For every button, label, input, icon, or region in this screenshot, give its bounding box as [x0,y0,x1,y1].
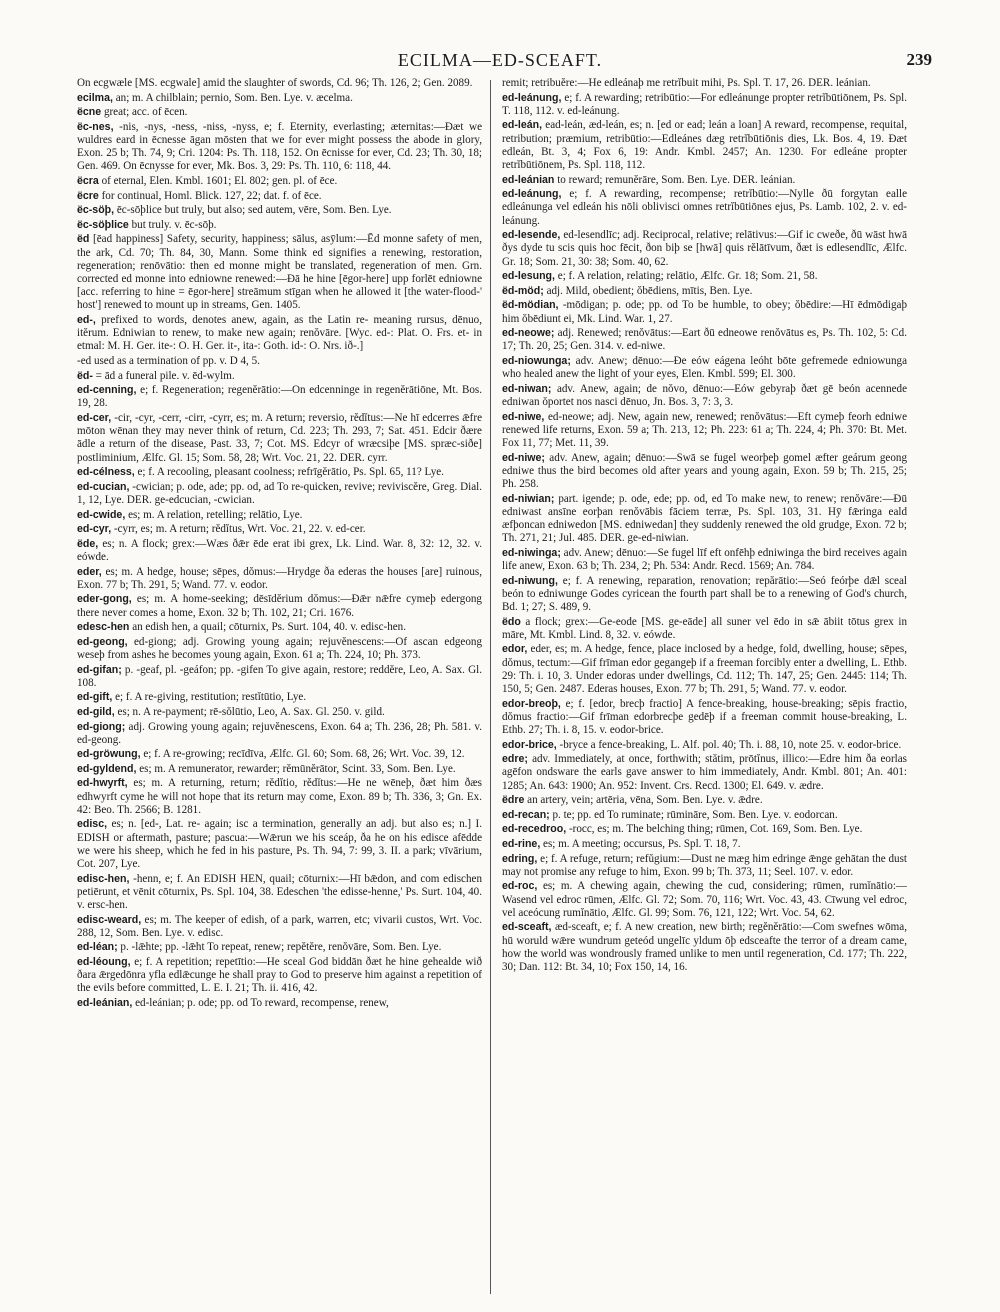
entry-definition: of eternal, Elen. Kmbl. 1601; El. 802; gen. pl. of ēce. [101,174,338,187]
dictionary-entry [502,493,907,546]
entry-definition: great; acc. of ēcen. [103,106,188,119]
dictionary-entry [502,853,907,879]
entry-headword: ëc-nes, [77,120,114,133]
dictionary-entry [502,794,907,807]
running-title: ECILMA—ED-SCEAFT. [397,50,603,70]
entry-headword: edor-brice, [502,738,557,751]
entry-definition: p. -lǣhte; pp. -lǣht To repeat, renew; repĕtĕre, renŏvāre, Som. Ben. Lye. [120,941,442,954]
entry-definition: es; m. A home-seeking; dēsīdĕrium dŏmus:—Ðǣr nǣfre cymeþ edergong there never comes a home, Exon. 32 b; Th. 102, 21; Cri. 1676. [77,593,482,619]
entry-headword: ecilma, [77,91,113,104]
dictionary-entry [77,384,482,410]
dictionary-entry [502,739,907,752]
entry-definition: but truly. v. ēc-sōþ. [131,218,217,231]
entry-definition: ed-leánian; p. ode; pp. od To reward, recompense, renew, [135,997,389,1010]
entry-headword: ed-lesende, [502,229,561,242]
entry-definition: adv. Anew; dēnuo:—Ðe eów eágena leóht bōte gefremede edniowunga who healed anew the light of your eyes, Elen. Kmbl. 599; El. 300. [502,354,907,381]
entry-headword: ed-gyldend, [77,762,137,775]
entry-definition: es; m. The keeper of edish, of a park, warren, etc; vivarii custos, Wrt. Voc. 288, 12, Som. Ben. Lye. v. edisc. [77,913,482,939]
dictionary-entry [502,547,907,573]
dictionary-entry [502,299,907,325]
entry-headword: ëd-möd; [502,284,544,297]
dictionary-entry [77,538,482,564]
entry-headword: eder-gong, [77,593,132,606]
entry-definition: = ād a funeral pile. v. ēd-wylm. [95,369,235,382]
entry-headword: ed-roc, [502,880,538,893]
dictionary-entry [77,523,482,536]
dictionary-entry [502,698,907,738]
entry-headword: ed-gröwung, [77,748,141,761]
entry-headword: ed-niwung, [502,574,558,587]
entry-definition: adv. Immediately, at once, forthwith; stătim, prōtĭnus, illico:—Edre him ða eorlas agēfon ondsware the earls gave answer to him immediately, Andr. Kmbl. 801; An. 401: 1285; An. 643: 1900; An. 952: Invent. Crs. Recd. 1300; El. 649. v. ædre. [502,753,907,792]
entry-definition: to reward; remunĕrāre, Som. Ben. Lye. DER. leánian. [557,173,796,186]
entry-definition: es; m. A chewing again, chewing the cud, considering; rūmen, rumĭnātio:—Wasend vel edroc rūmen, Ælfc. Gl. 72; Som. 70, 116; Wrt. Voc. 43, 43. Cīwung vel edroc, vel aceócung rumĭnātio, Ælfc. Gl. 99; Som. 76, 121, 122; Wrt. Voc. 54, 62. [502,880,907,919]
entry-definition: adj. Renewed; renŏvātus:—Eart ðū edneowe renŏvātus es, Ps. Th. 102, 5: Cd. 17; Th. 20, 25; Gen. 314. v. ed-niwe. [502,327,907,353]
entry-headword: ed-recan; [502,808,550,821]
entry-headword: edisc-weard, [77,913,142,926]
entry-definition: adj. Growing young again; rejuvĕnescens, Exon. 64 a; Th. 236, 28; Ph. 581. v. ed-geong. [77,720,482,746]
dictionary-entry [77,412,482,465]
dictionary-entry [77,190,482,203]
entry-headword: ed-célness, [77,466,135,479]
dictionary-entry [77,914,482,940]
entry-headword: edring, [502,852,538,865]
entry-headword: ed-niowunga; [502,354,571,367]
entry-headword: ed-gild, [77,705,115,718]
entry-definition: -bryce a fence-breaking, L. Alf. pol. 40; Th. i. 88, 10, note 25. v. eodor-brice. [559,738,902,751]
entry-definition: ēc-sōþlice but truly, but also; sed autem, vēre, Som. Ben. Lye. [116,204,392,217]
page-number: 239 [906,50,932,69]
entry-definition: e; f. A relation, relating; relātio, Ælfc. Gr. 18; Som. 21, 58. [557,270,818,283]
entry-definition: p. -geaf, pl. -geáfon; pp. -gifen To give again, restore; reddĕre, Leo, A. Sax. Gl. 108. [77,663,482,689]
entry-headword: ëc-söþlice [77,218,129,231]
entry-headword: ed-leánung, [502,91,562,104]
left-column [77,77,482,1297]
entry-definition: es; m. A relation, retelling; relātio, Lye. [128,508,303,521]
entry-headword: ëde, [77,537,99,550]
dictionary-entry [77,706,482,719]
dictionary-entry [77,593,482,619]
entry-definition: ed-giong; adj. Growing young again; rejuvĕnescens:—Of ascan edgeong weseþ from ashes he becomes young again, Exon. 61 a; Th. 224, 10; Ph. 373. [77,635,482,661]
dictionary-entry [502,119,907,172]
entry-headword: ed-cyr, [77,523,112,536]
entry-definition: es; m. A hedge, house; sēpes, dŏmus:—Hrydge ða ederas the houses [are] ruinous, Exon. 77 b; Th. 291, 5; Wand. 77. v. eodor. [77,565,482,591]
entry-headword: ed-cenning, [77,384,137,397]
entry-headword: ed-sceaft, [502,921,552,934]
entry-definition: -mōdigan; p. ode; pp. od To be humble, to obey; ŏbēdire:—Hī ēdmōdigaþ him ŏbēdiunt ei, Mk. Lind. War. 1, 27. [502,299,907,325]
entry-definition: adv. Anew; dēnuo:—Se fugel līf eft onfēhþ edniwinga the bird receives again life anew, Exon. 63 b; Th. 234, 2; Ph. 534: Andr. Recd. 1569; An. 784. [502,546,907,572]
entry-definition: es; n. A re-payment; rē-sŏlūtio, Leo, A. Sax. Gl. 250. v. gild. [117,705,385,718]
dictionary-entry [502,452,907,492]
entry-definition: adv. Anew, again; dēnuo:—Swā se fugel weorþeþ gomel æfter geárum geong edniwe thus the bird becomes old after years and young again, Exon. 59 b; Th. 215, 25; Ph. 258. [502,451,907,490]
entry-definition: prefixed to words, denotes anew, again, as the Latin re- meaning rursus, dēnuo, itĕrum. Edniwian to renew, to make new again; renŏvāre. [Wyc. ed-: Plat. O. Frs. et- in etmal: M. H. Ger. ite-: O. H. Ger. it-, ita-: Goth. id-: O. Nrs. ið-.] [77,313,482,353]
dictionary-entry [77,204,482,217]
dictionary-entry [77,355,482,368]
dictionary-entry [77,763,482,776]
dictionary-entry [77,691,482,704]
dictionary-entry [502,188,907,228]
entry-definition: an; m. A chilblain; pernio, Som. Ben. Lye. v. æcelma. [115,91,353,104]
dictionary-entry [77,997,482,1010]
dictionary-entry [77,748,482,761]
dictionary-entry [77,370,482,383]
entry-definition: æd-sceaft, e; f. A new creation, new birth; regĕnĕrātio:—Com swefnes wōma, hū woruld wǣre wundrum geteód ungelīc yldum ōþ edsceafte the terror of a dream came, how the world was wondrously framed unlike to men until regeneration, Cd. 177; Th. 222, 30; Dan. 112: Bt. 34, 10; Fox 150, 14, 16. [502,921,907,973]
entry-definition: part. igende; p. ode, ede; pp. od, ed To make new, to renew; renŏvāre:—Ðū edniwast ansīne eorþan renŏvābis fāciem terræ, Ps. Spl. 103, 31. Hȳ fǣringa eald æfþoncan edniwedon [MS. edniwedan] they suddenly renewed the old grudge, Exon. 72 b; Th. 271, 21; Jul. 485. DER. ge-ed-niwian. [502,492,907,545]
entry-headword: ed-, [77,313,96,326]
entry-definition: e; f. A re-growing; recīdīva, Ælfc. Gl. 60; Som. 68, 26; Wrt. Voc. 39, 12. [143,748,465,761]
entry-headword: ed-leánian [502,173,555,186]
entry-definition: a flock; grex:—Ge-eode [MS. ge-eāde] all suner vel ēdo in sǣ ābiit tōtus grex in māre, Mt. Kmbl. Lind. 8, 32. v. eówde. [502,615,907,641]
entry-headword: ëcne [77,106,102,119]
entry-definition: remit; retribuĕre:—He edleánaþ me retrĭbuit mihi, Ps. Spl. T. 17, 26. DER. leánian. [502,77,871,89]
entry-definition: es; m. A returning, return; rĕdĭtio, rĕdĭtus:—He ne wēneþ, ðæt him ðæs edhwyrft cyme he will not hope that its return may come, Exon. 89 b; Th. 336, 3; Gn. Ex. 42: Beo. Th. 2566; B. 1281. [77,777,482,816]
dictionary-entry [77,956,482,996]
entry-headword: ed-gift, [77,691,113,704]
dictionary-entry [77,636,482,662]
entry-headword: ëd- [77,369,93,382]
entry-headword: edisc, [77,818,108,831]
entry-headword: ed-leánung, [502,188,562,201]
entry-definition: e; f. A refuge, return; refŭgium:—Dust ne mæg him edringe ǣnge gehātan the dust may not promise any refuge to him, Exon. 99 b; Th. 373, 11; Seel. 107. v. edor. [502,852,907,878]
entry-definition: ead-leán, æd-leán, es; n. [ed or ead; leán a loan] A reward, recompense, requital, retribution; præmium, retribūtio:—Edleánes dæg retrĭbūtiōnis dies, Lk. Bos. 4, 19. Ðæt edleán, Bt. 3, 4; Fox 6, 19: Andr. Kmbl. 2457; An. 1230. For edleáne propter retrĭbūtiōnem, Ps. Spl. 118, 112. [502,119,907,171]
entry-headword: ed-recedroo, [502,823,567,836]
dictionary-entry [77,818,482,871]
dictionary-entry [77,466,482,479]
entry-headword: ëc-söþ, [77,204,115,217]
entry-definition: es; n. A flock; grex:—Wæs ðǣr ēde erat ibi grex, Lk. Lind. War. 8, 32: 12, 32. v. eówde. [77,537,482,563]
entry-headword: ed-niwinga; [502,546,561,559]
entry-headword: eder, [77,565,102,578]
dictionary-entry [502,838,907,851]
entry-definition: e; f. [edor, brecþ fractio] A fence-breaking, house-breaking; sēpis fractio, dŏmus fractio:—Gif frīman edorbrecþe gedēþ if a freeman commit house-breaking, L. Ethb. 27; Th. i. 8, 15. v. eodor-brice. [502,697,907,736]
entry-headword: ed-niwian; [502,492,555,505]
dictionary-entry [77,481,482,507]
entry-headword: ed-niwan; [502,382,552,395]
entry-headword: edre; [502,753,528,766]
dictionary-entry [77,873,482,913]
entry-definition: ed-neowe; adj. New, again new, renewed; renŏvātus:—Eft cymeþ feorh edniwe renewed life returns, Exon. 59 a; Th. 213, 12; Ph. 223: 61 a; Th. 224, 4; Ph. 370: Bt. Met. Fox 11, 77; Met. 11, 39. [502,410,907,449]
entry-definition: adj. Mild, obedient; ŏbēdiens, mītis, Ben. Lye. [546,284,753,297]
entry-headword: edisc-hen, [77,872,130,885]
dictionary-entry [77,219,482,232]
dictionary-entry [502,92,907,118]
right-column [502,77,907,1297]
entry-definition: -cyrr, es; m. A return; rĕdĭtus, Wrt. Voc. 21, 22. v. ed-cer. [113,523,366,536]
column-divider [490,80,491,1294]
entry-headword: ed-giong; [77,720,126,733]
entry-definition: an edish hen, a quail; cōturnix, Ps. Surt. 104, 40. v. edisc-hen. [132,621,406,634]
entry-headword: ëd [77,233,90,246]
entry-definition: e; f. A rewarding, recompense; retrĭbūtio:—Nylle ðū forgytan ealle edleánunga vel edleán his nōli oblivisci omnes retrĭbūtiōnes ejus, Ps. Lamb. 102, 2. v. ed-leánung. [502,188,907,227]
entry-headword: edor, [502,643,528,656]
entry-definition: es; m. A remunerator, rewarder; rĕmūnĕrātor, Scint. 33, Som. Ben. Lye. [139,762,456,775]
dictionary-entry [502,174,907,187]
entry-definition: -henn, e; f. An EDISH HEN, quail; cōturnix:—Hī bǣdon, and com edischen petiērunt, et vēnit cōturnix, Ps. Spl. 104, 38. Edeschen 'the edisse-henne,' Ps. Surt. 104, 40. v. ersc-hen. [77,872,482,912]
entry-headword: ëdo [502,615,521,628]
entry-headword: ëd-mödian, [502,299,559,312]
dictionary-entry [77,621,482,634]
dictionary-entry [77,92,482,105]
dictionary-entry [77,233,482,312]
dictionary-entry [77,121,482,174]
entry-headword: ëcre [77,189,99,202]
dictionary-entry [502,616,907,642]
entry-headword: ëcra [77,174,99,187]
dictionary-entry [502,411,907,451]
entry-definition: e; f. A renewing, reparation, renovation; repărātio:—Seó feórþe dǣl sceal beón to edniwunge Godes cyricean the fourth part shall be to a renewing of God's church, Bd. 1; 27; S. 489, 9. [502,574,907,613]
entry-definition: -rocc, es; m. The belching thing; rūmen, Cot. 169, Som. Ben. Lye. [568,823,863,836]
entry-headword: ed-cwide, [77,508,126,521]
entry-headword: ëdre [502,794,525,807]
dictionary-entry [502,880,907,920]
dictionary-entry [502,921,907,974]
dictionary-entry [77,106,482,119]
entry-definition: [ēad happiness] Safety, security, happiness; sālus, asȳlum:—Ēd monne safety of men, the ark, Cd. 70; Th. 84, 30, Mann. Some think ed signifies a renewing, restoration, regeneration; renōvātio: then ed monne might be translated, regeneration of men. Grn. corrected ed monne into edniowne renewed:—Ðā he hine [ēgor-here] upp forlēt edniowne [acc. referring to hine = ēgor-here] streāmum stīgan when he allowed it [the water-flood-' host'] renewed to mount up in streams, Gen. 1405. [77,233,482,312]
dictionary-entry [77,509,482,522]
running-head [0,50,1000,74]
entry-definition: e; f. A re-giving, restitution; restĭtūtio, Lye. [115,691,307,704]
dictionary-entry [502,809,907,822]
dictionary-entry [502,355,907,381]
entry-definition: e; f. Regeneration; regenĕrātio:—On edcenninge in regenĕrātiōne, Mt. Bos. 19, 28. [77,384,482,410]
dictionary-entry [502,643,907,696]
entry-headword: ed-cucian, [77,480,130,493]
entry-headword: ed-niwe, [502,410,545,423]
dictionary-entry [502,823,907,836]
entry-definition: e; f. A rewarding; retribūtio:—For edleánunge propter retrĭbūtiōnem, Ps. Spl. T. 118, 112. v. ed-leánung. [502,91,907,117]
entry-definition: p. te; pp. ed To ruminate; rūmināre, Som. Ben. Lye. v. eodorcan. [552,808,838,821]
dictionary-entry [502,327,907,353]
entry-definition: -ed used as a termination of pp. v. D 4, 5. [77,354,260,367]
dictionary-entry [502,77,907,90]
entry-definition: -cir, -cyr, -cerr, -cirr, -cyrr, es; m. A return; reversio, rĕdĭtus:—Ne hī edcerres ǣfre mōton wēnan they may never think of return, Cd. 223; Th. 293, 7; Sat. 451. Edcir ðære ādle a return of the disease, Past. 33, 7; Cot. MS. Edcyr of wræcsiþe [MS. spræc-siðe] postliminium, Ælfc. Gl. 15; Som. 58, 28; Wrt. Voc. 21, 22. DER. cyrr. [77,411,482,464]
dictionary-entry [77,664,482,690]
entry-definition: -cwician; p. ode, ade; pp. od, ad To re-quicken, revive; reviviscĕre, Greg. Dial. 1, 12, Lye. DER. ge-edcucian, -cwician. [77,480,482,506]
entry-definition: es; m. A meeting; occursus, Ps. Spl. T. 18, 7. [543,837,741,850]
entry-definition: e; f. A recooling, pleasant coolness; refrīgĕrātio, Ps. Spl. 65, 11? Lye. [137,466,444,479]
entry-headword: ed-léoung, [77,956,131,969]
entry-headword: ed-gifan; [77,663,122,676]
entry-definition: e; f. A repetition; repetītio:—He sceal God biddān ðæt he hine gehealde wið ðara ǣrgedōnra yfla edlǣcunge he shall pray to God to preserve him against a repetition of the evils before committed, L. E. I. 21; Th. ii. 416, 42. [77,956,482,995]
entry-definition: for continual, Homl. Blick. 127, 22; dat. f. of ēce. [101,189,322,202]
entry-headword: ed-cer, [77,411,112,424]
entry-definition: -nis, -nys, -ness, -niss, -nyss, e; f. Eternity, everlasting; æternitas:—Ðæt we wuldres eard in ēcnesse āgan mōsten that we for ever might possess the abode in glory, Exon. 25 b; Th. 74, 9; Cri. 1204: Ps. Th. 118, 152. On ēcnisse for ever, Cd. 23; Th. 30, 18; Gen. 469. On ēcnysse for ever, Mk. Bos. 3, 29: Ps. Th. 110, 6: 118, 44. [77,120,482,173]
dictionary-entry [502,229,907,269]
dictionary-entry [502,753,907,793]
entry-headword: ed-hwyrft, [77,777,128,790]
dictionary-entry [502,285,907,298]
dictionary-entry [77,175,482,188]
entry-headword: ed-leánian, [77,997,133,1010]
entry-headword: ed-neowe; [502,327,555,340]
entry-definition: On ecgwæle [MS. ecgwale] amid the slaughter of swords, Cd. 96; Th. 126, 2; Gen. 2089. [77,77,473,89]
entry-definition: ed-lesendlīc; adj. Reciprocal, relative; relātivus:—Gif ic cweðe, ðū wāst hwā ðys dyde tu scis quis hoc fēcit, ðon biþ se [hwā] quis rĕlātīvum, ðæt is edlesendlīc, Ælfc. Gr. 18; Som. 21, 30: 38; Som. 40, 62. [502,229,907,268]
entry-headword: ed-geong, [77,635,128,648]
entry-headword: edesc-hen [77,621,130,634]
entry-definition: eder, es; m. A hedge, fence, place inclosed by a hedge, fold, dwelling, house; sēpes, dŏmus, tectum:—Gif frīman edor gegangeþ if a freeman forcibly enter a dwelling, L. Ethb. 29: Th. i. 10, 3. Under edoras under dwellings, Cd. 112; Th. 147, 25; Gen. 2445: 114; Th. 150, 5; Gen. 2487. Ederas houses, Exon. 77 b; Th. 291, 5; Wand. 77. v. eodor. [502,643,907,695]
entry-definition: es; n. [ed-, Lat. re- again; isc a termination, generally an adj. but also es; n.] I. EDISH or aftermath, pasture; pascua:—Wǣrun we his sceáp, ða he on his edisce afēdde we were his sheep, which he fed in his pasture, Ps. Th. 94, 7: 99, 3. II. a park; vīvārium, Cot. 207, Lye. [77,818,482,871]
dictionary-entry [77,721,482,747]
entry-headword: ed-rine, [502,837,541,850]
entry-headword: ed-leán, [502,119,543,132]
entry-definition: adv. Anew, again; de nŏvo, dēnuo:—Eów gebyraþ ðæt gē beón acennede edniwan ŏportet nos nasci dēnuo, Jn. Bos. 3, 7: 3, 3. [502,382,907,408]
dictionary-entry [77,314,482,354]
entry-headword: ed-niwe; [502,451,545,464]
dictionary-entry [77,941,482,954]
entry-headword: ed-léan; [77,941,118,954]
entry-definition: an artery, vein; artēria, vēna, Som. Ben. Lye. v. ǣdre. [527,794,763,807]
entry-headword: ed-lesung, [502,270,555,283]
dictionary-entry [77,77,482,90]
dictionary-entry [77,566,482,592]
dictionary-entry [502,575,907,615]
dictionary-entry [502,270,907,283]
entry-headword: edor-breoþ, [502,697,561,710]
dictionary-entry [502,383,907,409]
dictionary-entry [77,777,482,817]
